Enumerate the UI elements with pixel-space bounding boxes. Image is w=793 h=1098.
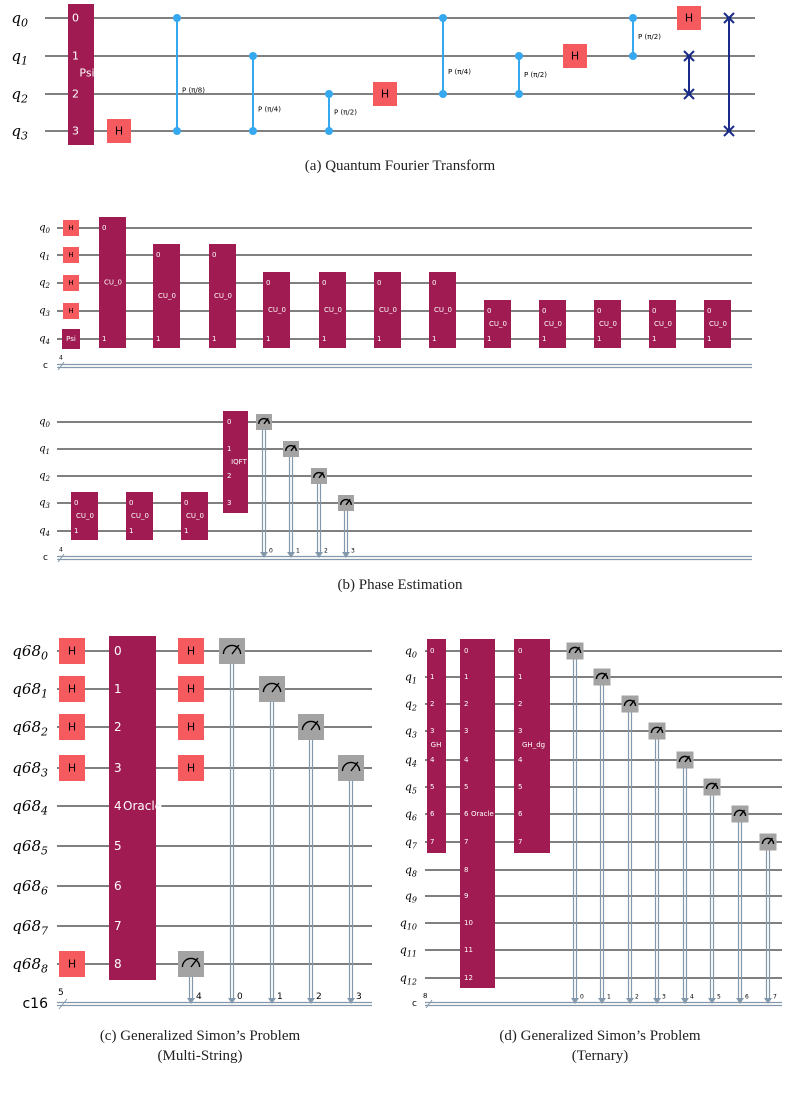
qft-phase-label-0: P (π/8)	[182, 86, 205, 95]
simon-multi-qubit-label-1: $q68_1$	[12, 680, 48, 700]
simon-multi-oracle-label: Oracle	[123, 799, 163, 813]
pe1-cu-label-10: CU_0	[654, 320, 672, 328]
simon-ternary-oracle-port-6: 6	[464, 810, 469, 818]
simon-ternary-oracle-port-4: 4	[464, 756, 469, 764]
qft-h-q2-label: H	[380, 87, 390, 101]
pe2-meas-line-0-bit: 0	[269, 547, 273, 555]
simon-ternary-oracle-port-5: 5	[464, 783, 469, 791]
simon-ternary-oracle-port-2: 2	[464, 700, 469, 708]
qft-cphase-target-3	[439, 90, 447, 98]
simon-ternary-meas-line-0-bit: 0	[580, 993, 584, 1001]
qft-cphase-target-5	[629, 52, 637, 60]
simon-multi-h1-2-label: H	[67, 720, 77, 734]
simon-multi-qubit-label-3: $q68_3$	[12, 759, 48, 779]
simon-ternary-ghdg-port-7: 7	[518, 838, 523, 846]
pe2-qubit-label-2: $q_2$	[39, 470, 50, 483]
pe1-cu-label-9: CU_0	[599, 320, 617, 328]
pe1-qubit-label-4: $q_4$	[39, 333, 50, 346]
pe2-cu-port1-0: 1	[74, 527, 79, 535]
simon-ternary-creg-label: c	[412, 999, 417, 1009]
pe1-cu-port1-9: 1	[597, 335, 602, 343]
simon-multi-h1-8-label: H	[67, 957, 77, 971]
pe2-cu-label-2: CU_0	[186, 512, 204, 520]
pe2-iqft-port-1: 1	[227, 445, 232, 453]
simon-multi-qubit-label-4: $q68_4$	[12, 797, 48, 817]
pe2-creg-label: c	[43, 553, 48, 563]
pe2-creg-slash	[58, 554, 64, 562]
simon-multi-oracle-port-8: 8	[114, 957, 122, 971]
simon-multi-qubit-label-2: $q68_2$	[12, 718, 48, 738]
simon-multi-qubit-label-8: $q68_8$	[12, 955, 48, 975]
simon-ternary-qubit-label-5: $q_5$	[404, 780, 417, 795]
simon-multi-meas-line-3-bit: 2	[316, 992, 322, 1002]
pe2-creg-width: 4	[59, 546, 63, 554]
simon-ternary-qubit-label-7: $q_7$	[404, 835, 417, 850]
pe1-creg-label: c	[43, 361, 48, 371]
qft-phase-label-1: P (π/4)	[258, 105, 281, 114]
qft-cphase-ctrl-3	[439, 14, 447, 22]
pe1-h-1-label: H	[68, 251, 74, 259]
caption-phase-estimation: (b) Phase Estimation	[337, 577, 463, 593]
pe2-cu-port0-2: 0	[184, 499, 189, 507]
pe1-cu-port0-5: 0	[377, 279, 382, 287]
simon-ternary-gh-port-6: 6	[430, 810, 435, 818]
simon-ternary-qubit-label-8: $q_8$	[404, 863, 417, 878]
pe2-meas-line-2-bit: 2	[324, 547, 328, 555]
pe1-cu-port1-6: 1	[432, 335, 437, 343]
qft-cphase-ctrl-4	[515, 52, 523, 60]
simon-multi-meter-1	[219, 638, 245, 664]
simon-multi-h2-1-label: H	[186, 682, 196, 696]
simon-multi-oracle-port-2: 2	[114, 720, 122, 734]
pe1-cu-port1-5: 1	[377, 335, 382, 343]
simon-multi-qubit-label-0: $q68_0$	[12, 642, 48, 662]
qft-h-q0-label: H	[684, 11, 694, 25]
pe1-cu-label-8: CU_0	[544, 320, 562, 328]
pe1-psi-label: Psi	[66, 335, 76, 343]
pe2-meas-line-3-bit: 3	[351, 547, 355, 555]
qft-qubit-label-3: $q_3$	[11, 122, 28, 142]
qft-qubit-label-1: $q_1$	[11, 47, 28, 67]
simon-ternary-creg-width: 8	[423, 992, 428, 1000]
pe2-iqft-port-2: 2	[227, 472, 232, 480]
pe2-cu-port1-2: 1	[184, 527, 189, 535]
pe1-creg-width: 4	[59, 354, 63, 362]
pe2-qubit-label-3: $q_3$	[39, 497, 50, 510]
pe1-cu-label-3: CU_0	[268, 306, 286, 314]
pe2-cu-port0-1: 0	[129, 499, 134, 507]
qft-cphase-target-1	[249, 127, 257, 135]
pe1-cu-label-0: CU_0	[104, 278, 122, 287]
simon-ternary-ghdg-port-0: 0	[518, 647, 523, 655]
pe1-cu-port0-1: 0	[156, 251, 161, 259]
pe1-cu-port1-1: 1	[156, 335, 161, 343]
simon-ternary-qubit-label-3: $q_3$	[404, 724, 417, 739]
caption-qft: (a) Quantum Fourier Transform	[304, 158, 496, 174]
pe1-cu-port0-10: 0	[652, 307, 657, 315]
simon-multi-meas-line-1-bit: 0	[237, 992, 243, 1002]
qft-cphase-ctrl-2	[325, 90, 333, 98]
qft-cphase-ctrl-1	[249, 52, 257, 60]
simon-ternary-meas-line-2-bit: 2	[635, 993, 639, 1001]
pe1-cu-port0-2: 0	[212, 251, 217, 259]
pe2-cu-label-1: CU_0	[131, 512, 149, 520]
pe1-cu-label-1: CU_0	[158, 292, 176, 300]
simon-ternary-meas-line-3-bit: 3	[662, 993, 666, 1001]
pe2-cu-port1-1: 1	[129, 527, 134, 535]
qft-phase-label-4: P (π/2)	[524, 71, 547, 79]
simon-ternary-gh-port-2: 2	[430, 700, 435, 708]
caption-simon-multi-line2: (Multi-String)	[157, 1048, 243, 1064]
pe1-cu-port0-4: 0	[322, 279, 327, 287]
qft-qubit-label-0: $q_0$	[11, 9, 28, 29]
simon-ternary-oracle-port-3: 3	[464, 727, 469, 735]
simon-ternary-qubit-label-10: $q_{10}$	[399, 916, 417, 931]
simon-ternary-meas-line-7-bit: 7	[773, 993, 777, 1001]
pe1-cu-port0-3: 0	[266, 279, 271, 287]
pe2-qubit-label-1: $q_1$	[39, 443, 50, 456]
simon-multi-h1-1-label: H	[67, 682, 77, 696]
simon-multi-meas-line-4-bit: 3	[356, 992, 362, 1002]
simon-ternary-ghdg-port-5: 5	[518, 783, 523, 791]
pe1-h-2-label: H	[68, 279, 74, 287]
qft-phase-label-5: P (π/2)	[638, 33, 661, 41]
simon-ternary-ghdg-port-4: 4	[518, 756, 523, 764]
qft-phase-label-2: P (π/2)	[334, 108, 357, 117]
simon-multi-oracle-port-1: 1	[114, 682, 122, 696]
qft-psi-port-3: 3	[72, 124, 79, 138]
simon-ternary-oracle-port-7: 7	[464, 838, 469, 846]
simon-multi-meas-line-0-bit: 4	[196, 992, 202, 1002]
simon-ternary-meas-line-4-bit: 4	[690, 993, 694, 1001]
caption-simon-ternary-line1: (d) Generalized Simon’s Problem	[499, 1028, 701, 1044]
simon-ternary-qubit-label-11: $q_{11}$	[399, 943, 417, 958]
simon-multi-meter-4	[338, 755, 364, 781]
pe1-qubit-label-0: $q_0$	[39, 222, 50, 235]
simon-ternary-qubit-label-1: $q_1$	[404, 670, 417, 685]
qft-psi-label: Psi	[79, 66, 95, 80]
qft-psi-port-1: 1	[72, 49, 79, 63]
simon-multi-oracle-port-6: 6	[114, 879, 122, 893]
simon-ternary-qubit-label-12: $q_{12}$	[399, 971, 417, 986]
pe2-qubit-label-0: $q_0$	[39, 416, 50, 429]
qft-h-q3-label: H	[114, 124, 124, 138]
simon-multi-oracle-port-0: 0	[114, 644, 122, 658]
simon-ternary-oracle-label: Oracle	[471, 810, 494, 818]
simon-multi-qubit-label-7: $q68_7$	[12, 917, 48, 937]
simon-ternary-oracle-port-8: 8	[464, 866, 469, 874]
pe1-cu-port1-4: 1	[322, 335, 327, 343]
simon-ternary-meas-line-1-bit: 1	[607, 993, 611, 1001]
pe1-qubit-label-3: $q_3$	[39, 305, 50, 318]
simon-ternary-gh-port-3: 3	[430, 727, 435, 735]
pe1-qubit-label-2: $q_2$	[39, 277, 50, 290]
qft-cphase-ctrl-5	[629, 14, 637, 22]
simon-ternary-meas-line-6-bit: 6	[745, 993, 749, 1001]
simon-multi-meter-2	[259, 676, 285, 702]
caption-simon-ternary-line2: (Ternary)	[571, 1048, 629, 1064]
simon-ternary-oracle-port-12: 12	[464, 974, 473, 982]
simon-multi-oracle-port-3: 3	[114, 761, 122, 775]
caption-simon-multi-line1: (c) Generalized Simon’s Problem	[99, 1028, 301, 1044]
pe2-iqft-label: IQFT	[231, 458, 247, 466]
qft-h-q1-label: H	[570, 49, 580, 63]
qft-phase-label-3: P (π/4)	[448, 68, 471, 76]
pe1-cu-port1-0: 1	[102, 335, 107, 343]
simon-ternary-gh-label: GH	[430, 741, 442, 749]
pe1-h-3-label: H	[68, 307, 74, 315]
simon-multi-h2-3-label: H	[186, 761, 196, 775]
pe2-qubit-label-4: $q_4$	[39, 525, 50, 538]
simon-multi-h2-0-label: H	[186, 644, 196, 658]
simon-ternary-ghdg-port-3: 3	[518, 727, 523, 735]
simon-ternary-qubit-label-9: $q_9$	[404, 889, 417, 904]
pe1-cu-label-5: CU_0	[379, 306, 397, 314]
simon-ternary-oracle-port-0: 0	[464, 647, 469, 655]
simon-ternary-oracle-port-11: 11	[464, 946, 473, 954]
simon-ternary-oracle-port-1: 1	[464, 673, 469, 681]
pe1-cu-label-6: CU_0	[434, 306, 452, 314]
simon-multi-meter-0	[178, 951, 204, 977]
pe1-cu-port1-7: 1	[487, 335, 492, 343]
simon-ternary-gh-port-7: 7	[430, 838, 435, 846]
qft-cphase-target-4	[515, 90, 523, 98]
pe1-cu-port0-7: 0	[487, 307, 492, 315]
simon-multi-qubit-label-6: $q68_6$	[12, 877, 48, 897]
pe1-cu-port0-0: 0	[102, 224, 107, 232]
simon-multi-oracle-port-4: 4	[114, 799, 122, 813]
simon-ternary-oracle-port-10: 10	[464, 919, 473, 927]
simon-multi-oracle-port-7: 7	[114, 919, 122, 933]
simon-ternary-gh-port-5: 5	[430, 783, 435, 791]
pe1-cu-port1-11: 1	[707, 335, 712, 343]
pe1-qubit-label-1: $q_1$	[39, 249, 50, 262]
qft-psi-port-2: 2	[72, 87, 79, 101]
pe1-cu-port1-8: 1	[542, 335, 547, 343]
pe1-cu-port0-8: 0	[542, 307, 547, 315]
pe1-cu-port0-11: 0	[707, 307, 712, 315]
qft-qubit-label-2: $q_2$	[11, 85, 28, 105]
pe2-cu-label-0: CU_0	[76, 512, 94, 520]
simon-ternary-ghdg-label: GH_dg	[522, 741, 546, 749]
simon-multi-creg-width: 5	[58, 988, 64, 998]
pe1-cu-label-4: CU_0	[324, 306, 342, 314]
simon-multi-creg-slash	[59, 999, 67, 1009]
simon-ternary-creg-slash	[426, 1000, 432, 1008]
simon-ternary-gh-port-4: 4	[430, 756, 435, 764]
simon-ternary-ghdg-port-6: 6	[518, 810, 523, 818]
pe2-iqft-port-0: 0	[227, 418, 232, 426]
simon-ternary-ghdg-port-2: 2	[518, 700, 523, 708]
pe1-h-0-label: H	[68, 224, 74, 232]
simon-ternary-qubit-label-2: $q_2$	[404, 697, 417, 712]
qft-cphase-target-2	[325, 127, 333, 135]
qft-cphase-target-0	[173, 127, 181, 135]
pe1-cu-label-7: CU_0	[489, 320, 507, 328]
pe1-creg-slash	[58, 362, 64, 370]
pe2-cu-port0-0: 0	[74, 499, 79, 507]
simon-ternary-gh-port-1: 1	[430, 673, 435, 681]
pe1-cu-port1-2: 1	[212, 335, 217, 343]
simon-multi-qubit-label-5: $q68_5$	[12, 837, 48, 857]
simon-ternary-meas-line-5-bit: 5	[717, 993, 721, 1001]
simon-multi-meas-line-2-bit: 1	[277, 992, 283, 1002]
simon-ternary-ghdg-port-1: 1	[518, 673, 523, 681]
simon-ternary-gh-port-0: 0	[430, 647, 435, 655]
qft-psi-port-0: 0	[72, 11, 79, 25]
simon-ternary-qubit-label-6: $q_6$	[404, 807, 417, 822]
qft-cphase-ctrl-0	[173, 14, 181, 22]
pe2-iqft-port-3: 3	[227, 499, 232, 507]
pe1-cu-port0-6: 0	[432, 279, 437, 287]
simon-multi-oracle-port-5: 5	[114, 839, 122, 853]
simon-multi-h1-0-label: H	[67, 644, 77, 658]
simon-multi-h2-2-label: H	[186, 720, 196, 734]
simon-multi-creg-label: c16	[22, 996, 48, 1012]
pe2-meas-line-1-bit: 1	[296, 547, 300, 555]
pe1-cu-label-2: CU_0	[214, 292, 232, 300]
pe1-cu-port1-3: 1	[266, 335, 271, 343]
pe1-cu-port1-10: 1	[652, 335, 657, 343]
simon-multi-meter-3	[298, 714, 324, 740]
simon-ternary-qubit-label-0: $q_0$	[404, 644, 417, 659]
pe1-cu-label-11: CU_0	[709, 320, 727, 328]
pe1-cu-port0-9: 0	[597, 307, 602, 315]
simon-ternary-qubit-label-4: $q_4$	[404, 753, 417, 768]
simon-multi-h1-3-label: H	[67, 761, 77, 775]
simon-ternary-oracle-port-9: 9	[464, 892, 469, 900]
